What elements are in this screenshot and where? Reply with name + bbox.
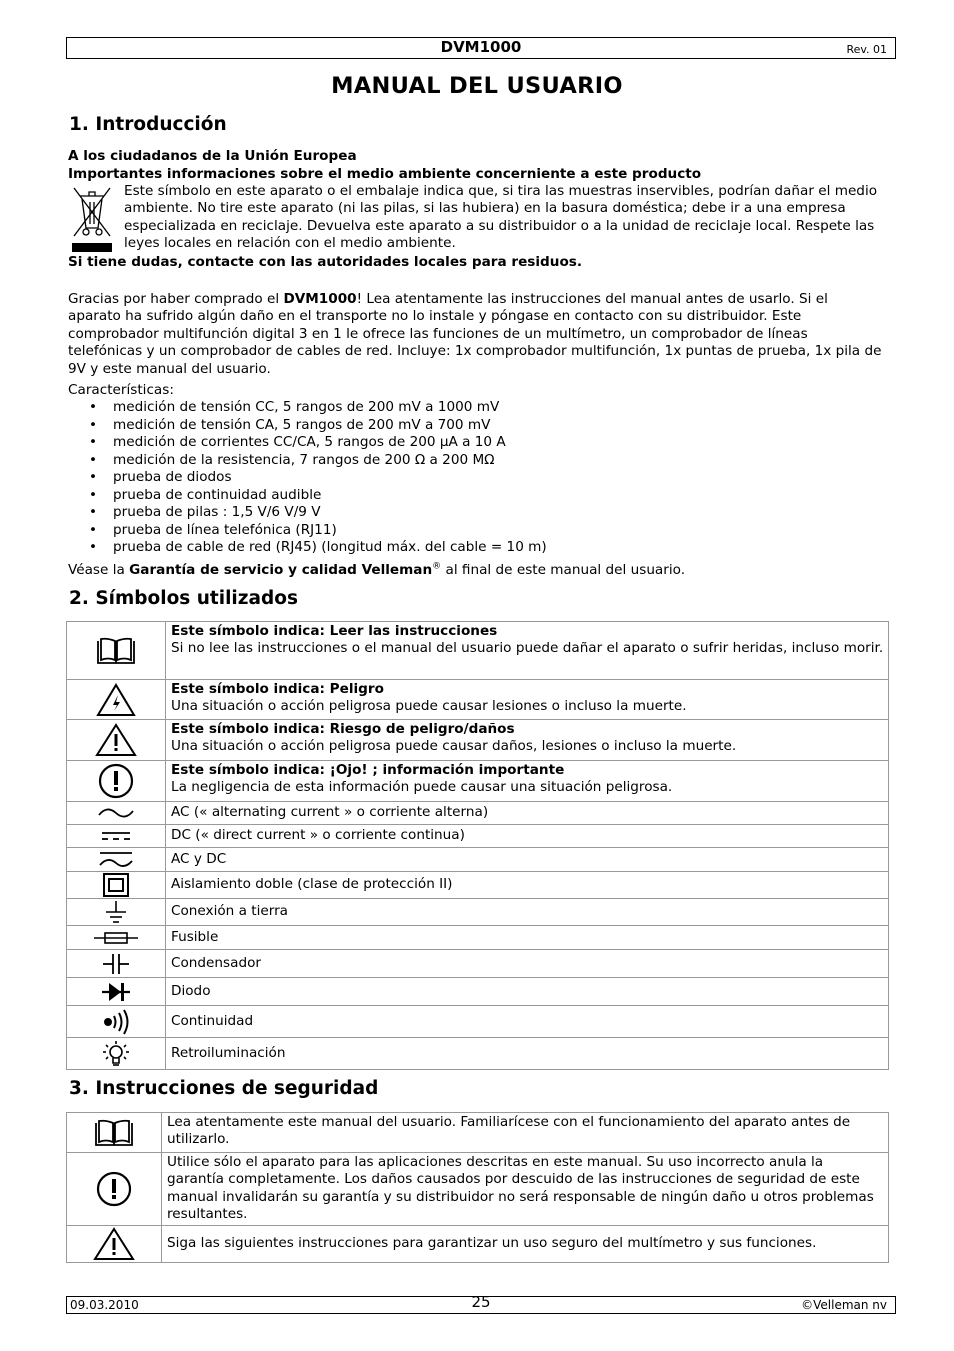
symbol-description [166,950,889,978]
book-icon [67,622,166,680]
symbol-title: Este símbolo indica: Peligro [171,681,384,697]
ground-icon [67,899,166,926]
intro-product-name: DVM1000 [283,291,357,307]
symbol-description [166,1006,889,1038]
symbol-row [67,802,889,825]
symbol-text: Continuidad [171,1012,254,1029]
symbol-description [166,926,889,950]
symbol-text: Una situación o acción peligrosa puede causar lesiones o incluso la muerte. [171,698,687,715]
warning-triangle-icon [67,720,166,761]
symbol-text: AC (« alternating current » o corriente alterna) [171,804,489,821]
section-heading-symbols: 2. Símbolos utilizados [69,588,298,609]
footer-date: 09.03.2010 [70,1298,139,1312]
symbol-row [67,1038,889,1070]
feature-item: • medición de la resistencia, 7 rangos de 200 Ω a 200 MΩ [68,452,547,470]
feature-item: • medición de tensión CC, 5 rangos de 200 mV a 1000 mV [68,399,547,417]
symbols-table [66,621,889,1070]
symbol-text: Una situación o acción peligrosa puede causar daños, lesiones o incluso la muerte. [171,738,737,755]
symbol-description [166,1038,889,1070]
symbol-text: Retroiluminación [171,1044,286,1061]
warranty-note: Véase la Garantía de servicio y calidad Velleman® al final de este manual del usuario. [68,561,686,578]
safety-text: Lea atentamente este manual del usuario. Familiarícese con el funcionamiento del aparato antes de utilizarlo. [162,1113,889,1153]
symbol-description [166,825,889,848]
weee-crossed-bin-icon [68,182,116,254]
symbol-text: DC (« direct current » o corriente continua) [171,827,465,844]
weee-footer: Si tiene dudas, contacte con las autoridades locales para residuos. [68,254,583,270]
symbol-row [67,926,889,950]
warning-triangle-icon [67,1226,162,1263]
intro-paragraph: Gracias por haber comprado el DVM1000! Lea atentamente las instrucciones del manual antes de usarlo. Si el aparato ha sufrido algún daño en el transporte no lo instale y póngase en contacto con su distribuidor. Este comprobador multifunción digital 3 en 1 le ofrece las funciones de un multímetro, un comprobador de líneas telefónicas y un comprobador de cables de red. Incluye: 1x comprobador multifunción, 1x puntas de prueba, 1x pila de 9V y este manual del usuario. [68,291,882,377]
symbol-description [166,802,889,825]
symbol-title: Este símbolo indica: ¡Ojo! ; información importante [171,762,565,778]
feature-item: • prueba de pilas : 1,5 V/6 V/9 V [68,504,547,522]
footer-page-number: 25 [471,1293,491,1311]
feature-item: • medición de corrientes CC/CA, 5 rangos de 200 µA a 10 A [68,434,547,452]
page-header [66,37,896,59]
book-icon [67,1113,162,1153]
safety-text: Utilice sólo el aparato para las aplicaciones descritas en este manual. Su uso incorrecto anula la garantía completamente. Los daños causados por descuido de las instrucciones de seguridad de este manual invalidarán su garantía y su distribuidor no será responsable de ningún daño u otros problemas resultantes. [162,1153,889,1226]
symbol-text: Conexión a tierra [171,903,289,920]
ac-dc-icon [67,848,166,872]
symbol-row [67,978,889,1006]
weee-heading-environment: Importantes informaciones sobre el medio ambiente concerniente a este producto [68,166,702,182]
symbol-text: AC y DC [171,850,227,867]
symbol-description [166,680,889,720]
symbol-row [67,761,889,802]
symbol-text: Aislamiento doble (clase de protección II) [171,876,453,893]
header-revision: Rev. 01 [846,43,887,56]
symbol-row [67,950,889,978]
symbol-description [166,872,889,899]
features-list [68,399,547,557]
safety-table [66,1112,889,1263]
symbol-row [67,825,889,848]
weee-text: Este símbolo en este aparato o el embalaje indica que, si tira las muestras inservibles, podrían dañar el medio ambiente. No tire este aparato (ni las pilas, si las hubiera) en la basura doméstica; debe ir a una empresa especializada en reciclaje. Devuelva este aparato a su distribuidor o a la unidad de reciclaje local. Respete las leyes locales en relación con el medio ambiente. [124,183,878,252]
header-model: DVM1000 [440,38,522,56]
section-heading-safety: 3. Instrucciones de seguridad [69,1078,379,1099]
symbol-description [166,978,889,1006]
symbol-description [166,899,889,926]
symbol-row [67,872,889,899]
symbol-text: La negligencia de esta información puede causar una situación peligrosa. [171,779,673,796]
ac-icon [67,802,166,825]
footer-copyright: ©Velleman nv [801,1298,887,1312]
weee-heading-eu: A los ciudadanos de la Unión Europea [68,148,357,164]
symbol-text: Si no lee las instrucciones o el manual del usuario puede dañar el aparato o sufrir heridas, incluso morir. [171,640,884,657]
capacitor-icon [67,950,166,978]
features-label: Características: [68,382,174,398]
feature-item: • prueba de continuidad audible [68,487,547,505]
high-voltage-icon [67,680,166,720]
section-heading-introduction: 1. Introducción [69,114,227,135]
symbol-title: Este símbolo indica: Leer las instrucciones [171,623,498,639]
symbol-row [67,680,889,720]
symbol-description [166,622,889,680]
symbol-description [166,761,889,802]
symbol-row [67,848,889,872]
symbol-row [67,720,889,761]
symbol-description [166,848,889,872]
symbol-text: Fusible [171,928,219,945]
symbol-text: Diodo [171,982,211,999]
feature-item: • prueba de cable de red (RJ45) (longitud máx. del cable = 10 m) [68,539,547,557]
backlight-icon [67,1038,166,1070]
safety-row [67,1226,889,1263]
diode-icon [67,978,166,1006]
double-insulation-icon [67,872,166,899]
feature-item: • medición de tensión CA, 5 rangos de 200 mV a 700 mV [68,417,547,435]
attention-circle-icon [67,1153,162,1226]
safety-text: Siga las siguientes instrucciones para garantizar un uso seguro del multímetro y sus funciones. [162,1226,889,1263]
dc-icon [67,825,166,848]
symbol-description [166,720,889,761]
page-footer [66,1293,896,1314]
attention-circle-icon [67,761,166,802]
feature-item: • prueba de línea telefónica (RJ11) [68,522,547,540]
fuse-icon [67,926,166,950]
symbol-row [67,622,889,680]
safety-row [67,1153,889,1226]
symbol-row [67,899,889,926]
safety-row [67,1113,889,1153]
continuity-icon [67,1006,166,1038]
symbol-text: Condensador [171,954,261,971]
page-title: MANUAL DEL USUARIO [331,73,623,99]
symbol-row [67,1006,889,1038]
symbol-title: Este símbolo indica: Riesgo de peligro/daños [171,721,515,737]
feature-item: • prueba de diodos [68,469,547,487]
